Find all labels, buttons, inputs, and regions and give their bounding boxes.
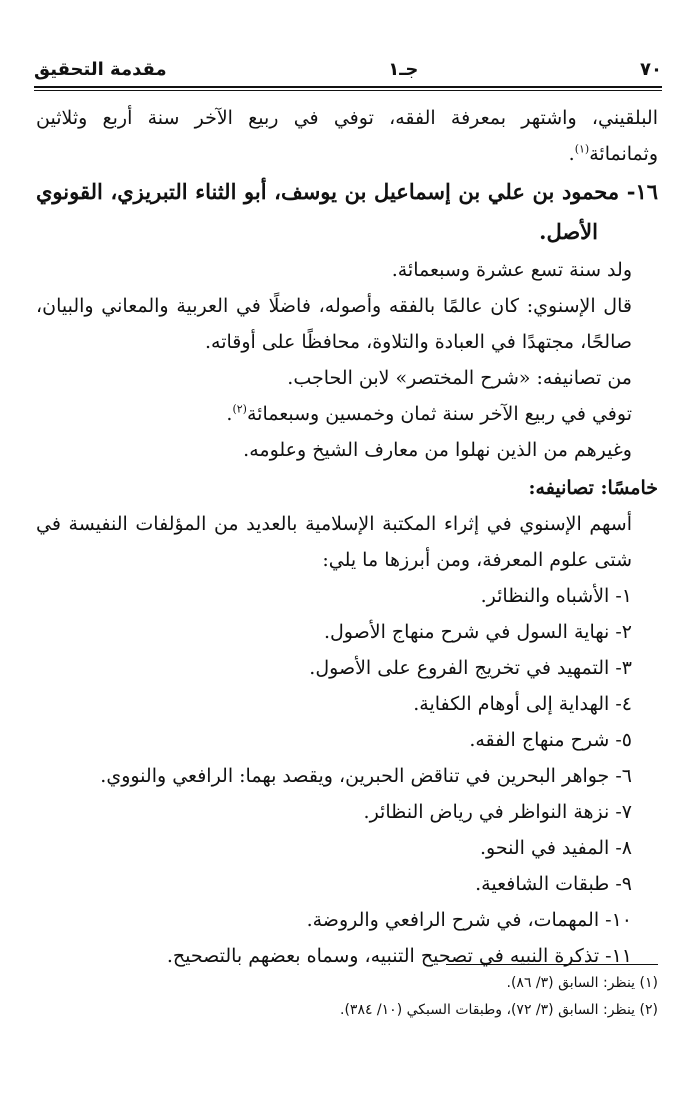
works-intro: أسهم الإسنوي في إثراء المكتبة الإسلامية بالعديد من المؤلفات النفيسة في شتى علوم المعرفة، ومن أبرزها ما يلي: (36, 513, 632, 571)
list-item: ١- الأشباه والنظائر. (480, 585, 632, 607)
chapter-title: مقدمة التحقيق (34, 58, 167, 80)
footnote-2: (٢) ينظر: السابق (٣/ ٧٢)، وطبقات السبكي (١٠/ ٣٨٤). (340, 1002, 658, 1018)
list-item: ٣- التمهيد في تخريج الفروع على الأصول. (309, 657, 632, 679)
list-item: ٩- طبقات الشافعية. (475, 873, 632, 895)
footnote-1: (١) ينظر: السابق (٣/ ٨٦). (506, 975, 658, 991)
list-item: ٨- المفيد في النحو. (480, 837, 632, 859)
main-text (36, 100, 658, 974)
list-item: ١٠- المهمات، في شرح الرافعي والروضة. (306, 909, 632, 931)
biography-name: محمود بن علي بن إسماعيل بن يوسف، أبو الثناء التبريزي، القونوي الأصل. (36, 179, 620, 244)
section-title: خامسًا: تصانيفه: (528, 477, 658, 499)
footnotes (36, 970, 658, 1024)
biography-heading (36, 172, 658, 252)
running-header (34, 54, 662, 84)
list-item: ٢- نهاية السول في شرح منهاج الأصول. (323, 621, 632, 643)
list-item: ١١- تذكرة النبيه في تصحيح التنبيه، وسماه بعضهم بالتصحيح. (166, 945, 632, 967)
works-list (36, 578, 658, 974)
death-line: توفي في ربيع الآخر سنة ثمان وخمسين وسبعمائة$^{(٢)}$. (226, 402, 632, 425)
list-item: ٤- الهداية إلى أوهام الكفاية. (413, 693, 632, 715)
list-item: ٦- جواهر البحرين في تناقض الحبرين، ويقصد بهما: الرافعي والنووي. (100, 765, 632, 787)
others-line: وغيرهم من الذين نهلوا من معارف الشيخ وعلومه. (243, 439, 632, 461)
birth-line: ولد سنة تسع عشرة وسبعمائة. (391, 259, 632, 281)
page-number: ٧٠ (640, 58, 662, 80)
works-line: من تصانيفه: «شرح المختصر» لابن الحاجب. (287, 367, 632, 389)
list-item: ٥- شرح منهاج الفقه. (469, 729, 632, 751)
footnote-ref-1: (١) (574, 142, 590, 156)
biography-number: ١٦- (626, 179, 658, 204)
footnote-ref-2: (٢) (232, 402, 247, 416)
volume-label: جـ١ (388, 58, 419, 80)
list-item: ٧- نزهة النواظر في رياض النظائر. (363, 801, 632, 823)
continuation-paragraph: البلقيني، واشتهر بمعرفة الفقه، توفي في ربيع الآخر سنة أربع وثلاثين وثمانمائة$^{(١)}$. (36, 107, 658, 165)
footnote-rule (446, 964, 658, 965)
isnawi-quote: قال الإسنوي: كان عالمًا بالفقه وأصوله، فاضلًا في العربية والمعاني والبيان، صالحًا، مجتهدًا في العبادة والتلاوة، محافظًا على أوقاته. (36, 295, 632, 353)
header-rule (34, 86, 662, 91)
